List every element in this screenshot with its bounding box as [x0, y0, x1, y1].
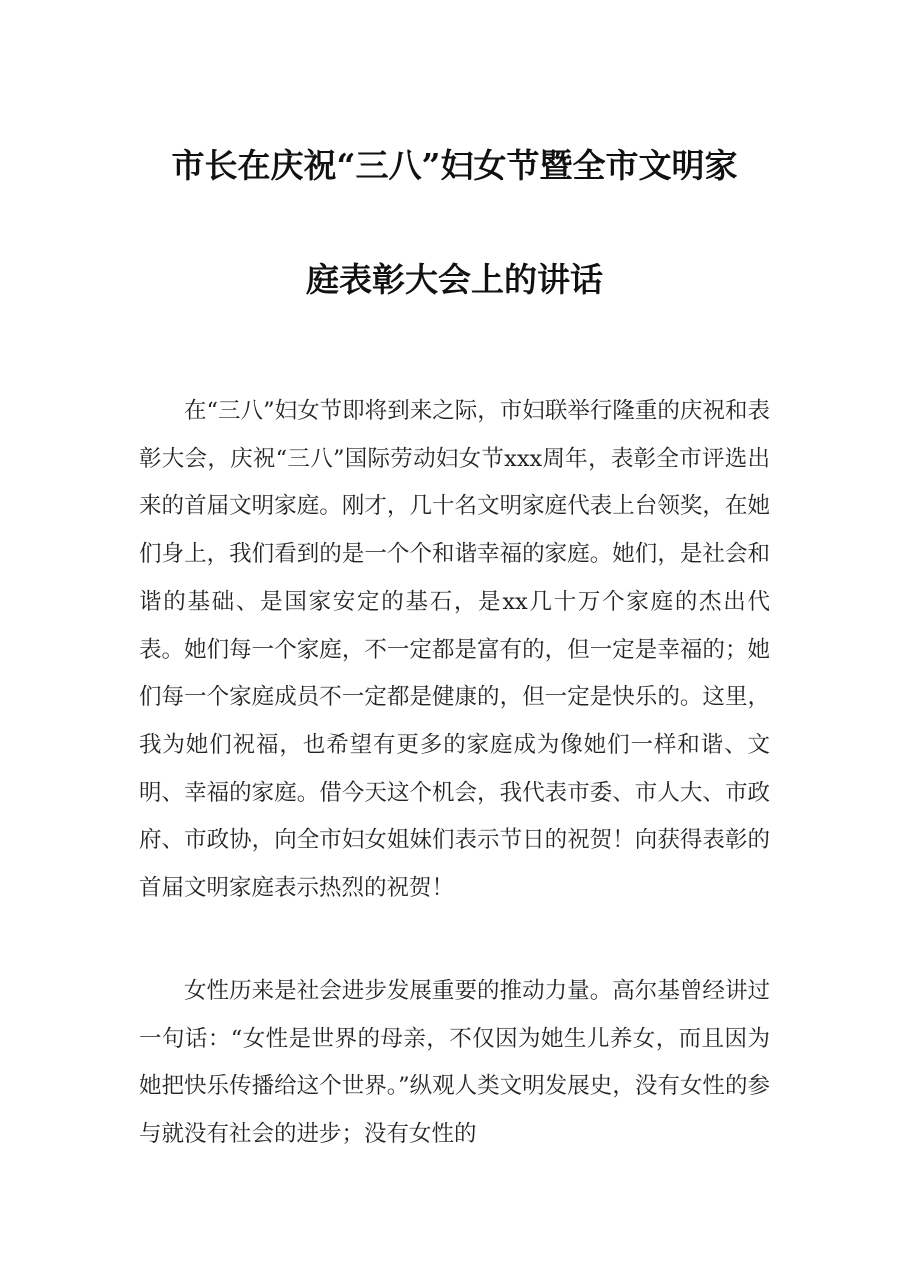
document-title-line-2: 庭表彰大会上的讲话 — [306, 260, 603, 299]
document-title-line-1: 市长在庆祝“三八”妇女节暨全市文明家 — [171, 146, 738, 185]
body-paragraph-1: 在“三八”妇女节即将到来之际，市妇联举行隆重的庆祝和表彰大会，庆祝“三八”国际劳动妇女节xxx周年，表彰全市评选出来的首届文明家庭。刚才，几十名文明家庭代表上台领奖，在她们身上，我们看到的是一个个和谐幸福的家庭。她们，是社会和谐的基础、是国家安定的基石，是xx几十万个家庭的杰出代表。她们每一个家庭，不一定都是富有的，但一定是幸福的；她们每一个家庭成员不一定都是健康的，但一定是快乐的。这里，我为她们祝福，也希望有更多的家庭成为像她们一样和谐、文明、幸福的家庭。借今天这个机会，我代表市委、市人大、市政府、市政协，向全市妇女姐妹们表示节日的祝贺！向获得表彰的首届文明家庭表示热烈的祝贺！ — [139, 398, 770, 902]
body-paragraph-2: 女性历来是社会进步发展重要的推动力量。高尔基曾经讲过一句话：“女性是世界的母亲，不仅因为她生儿养女，而且因为她把快乐传播给这个世界。”纵观人类文明发展史，没有女性的参与就没有社会的进步；没有女性的 — [139, 978, 770, 1148]
